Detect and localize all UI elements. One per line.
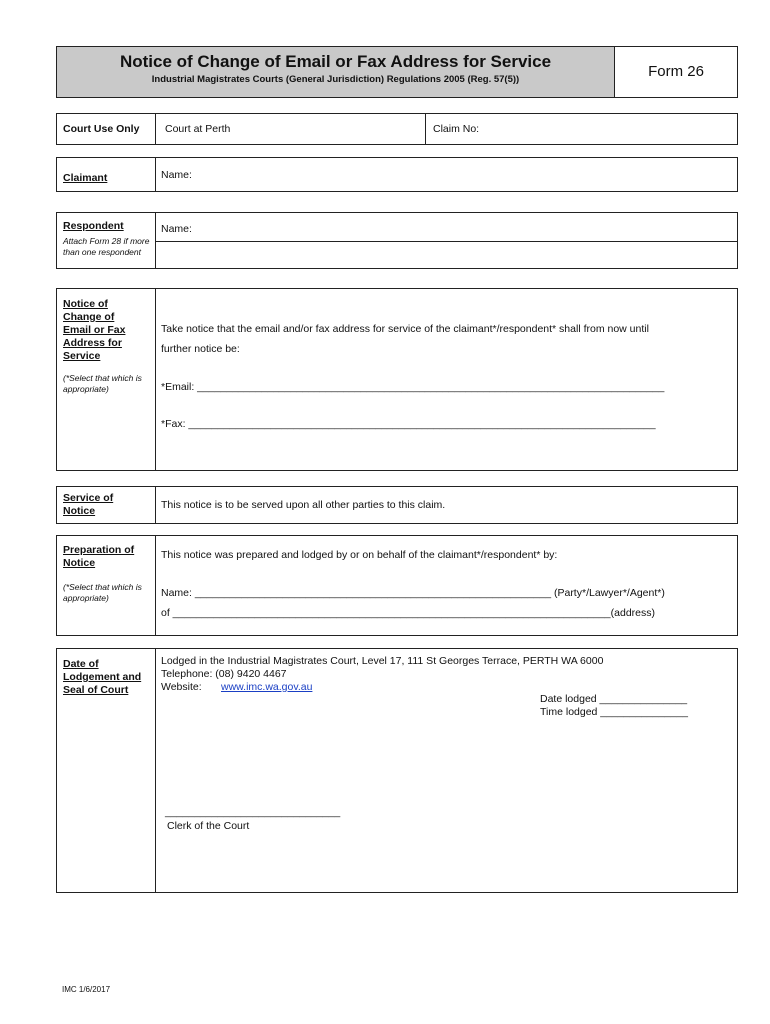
preparer-address-field[interactable]: of ___________________________________________________________________________(address) — [161, 607, 655, 619]
website-link[interactable]: www.imc.wa.gov.au — [221, 681, 313, 693]
claim-number-field[interactable]: Claim No: — [433, 123, 480, 135]
time-lodged-field[interactable]: Time lodged _______________ — [540, 706, 688, 718]
respondent-section — [56, 212, 738, 269]
service-text: This notice is to be served upon all other parties to this claim. — [161, 499, 446, 511]
email-field[interactable]: *Email: ________________________________________________________________________________ — [161, 381, 665, 393]
notice-text-line2: further notice be: — [161, 343, 240, 355]
claimant-name-field[interactable]: Name: — [161, 169, 192, 181]
notice-text-line1: Take notice that the email and/or fax address for service of the claimant*/respondent* shall from now until — [161, 323, 649, 335]
header-title-cell — [57, 47, 615, 97]
form-number: Form 26 — [648, 63, 704, 80]
preparation-select-note: (*Select that which is appropriate) — [63, 582, 142, 603]
respondent-label: Respondent — [63, 220, 124, 232]
respondent-name-field[interactable]: Name: — [161, 223, 192, 235]
preparation-text: This notice was prepared and lodged by or on behalf of the claimant*/respondent* by: — [161, 549, 558, 561]
court-telephone: Telephone: (08) 9420 4467 — [161, 668, 287, 680]
signature-line[interactable]: ______________________________ — [165, 806, 341, 818]
lodgement-section — [56, 648, 738, 893]
claimant-label: Claimant — [63, 172, 108, 184]
claimant-section — [56, 157, 738, 192]
divider — [155, 241, 738, 242]
court-address: Lodged in the Industrial Magistrates Court, Level 17, 111 St Georges Terrace, PERTH WA 6000 — [161, 655, 604, 667]
clerk-label: Clerk of the Court — [167, 820, 250, 832]
preparer-name-field[interactable]: Name: _____________________________________________________________ (Party*/Lawyer*/Agent*) — [161, 587, 665, 599]
fax-field[interactable]: *Fax: ________________________________________________________________________________ — [161, 418, 656, 430]
website-label: Website: — [161, 681, 202, 693]
footer-code: IMC 1/6/2017 — [62, 985, 111, 994]
divider — [425, 114, 426, 144]
court-use-section — [56, 113, 738, 145]
court-location: Court at Perth — [165, 123, 231, 135]
preparation-label: Preparation of Notice — [63, 544, 135, 569]
notice-label: Notice of Change of Email or Fax Address for Service — [63, 298, 126, 362]
respondent-note: Attach Form 28 if more than one respondent — [63, 236, 150, 257]
notice-section — [56, 288, 738, 471]
preparation-section — [56, 535, 738, 636]
lodgement-label: Date of Lodgement and Seal of Court — [63, 658, 142, 696]
court-use-label: Court Use Only — [63, 123, 140, 135]
service-label: Service of Notice — [63, 492, 114, 517]
notice-select-note: (*Select that which is appropriate) — [63, 373, 142, 394]
date-lodged-field[interactable]: Date lodged _______________ — [540, 693, 688, 705]
form-title: Notice of Change of Email or Fax Address for Service — [119, 52, 552, 71]
form-subtitle: Industrial Magistrates Courts (General Jurisdiction) Regulations 2005 (Reg. 57(5)) — [151, 74, 520, 85]
form-header — [56, 46, 738, 98]
service-section — [56, 486, 738, 524]
